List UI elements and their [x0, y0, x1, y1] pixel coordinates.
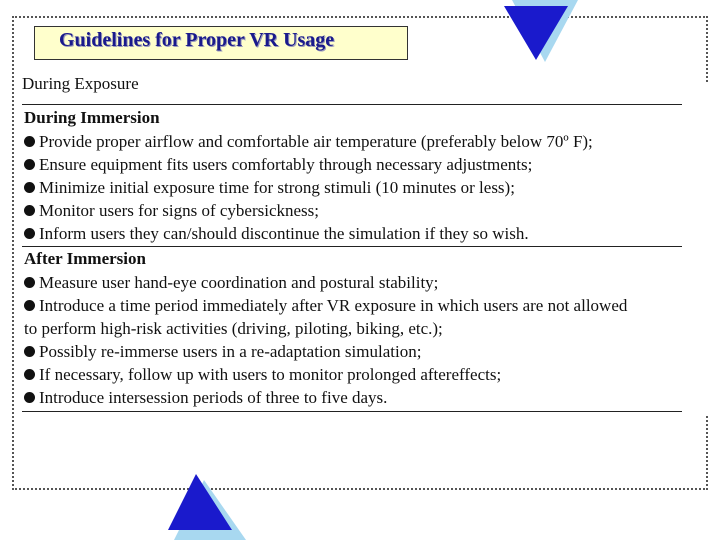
divider — [22, 411, 682, 412]
bullet-icon — [24, 277, 35, 288]
list-item: Monitor users for signs of cybersickness; — [24, 201, 319, 221]
bullet-icon — [24, 159, 35, 170]
bullet-icon — [24, 205, 35, 216]
list-item: Ensure equipment fits users comfortably through necessary adjustments; — [24, 155, 532, 175]
bullet-icon — [24, 228, 35, 239]
bullet-icon — [24, 300, 35, 311]
list-item: Provide proper airflow and comfortable air temperature (preferably below 70º F); — [24, 132, 593, 152]
bullet-icon — [24, 392, 35, 403]
list-item: Possibly re-immerse users in a re-adaptation simulation; — [24, 342, 421, 362]
bullet-icon — [24, 182, 35, 193]
list-item: If necessary, follow up with users to monitor prolonged aftereffects; — [24, 365, 501, 385]
bullet-icon — [24, 346, 35, 357]
section-heading: During Immersion — [24, 108, 160, 127]
section-heading: After Immersion — [24, 249, 146, 268]
list-item-continuation: to perform high-risk activities (driving, piloting, biking, etc.); — [24, 319, 443, 338]
down-triangle-icon — [498, 0, 588, 66]
bullet-icon — [24, 136, 35, 147]
divider — [22, 104, 682, 105]
list-item: Introduce intersession periods of three to five days. — [24, 388, 387, 408]
list-item: Measure user hand-eye coordination and postural stability; — [24, 273, 438, 293]
content-area — [16, 74, 716, 414]
bullet-icon — [24, 369, 35, 380]
slide-title: Guidelines for Proper VR Usage — [59, 29, 335, 51]
divider — [22, 246, 682, 247]
cut-off-text: During Exposure — [22, 74, 139, 93]
list-item: Introduce a time period immediately after VR exposure in which users are not allowed — [24, 296, 627, 316]
list-item: Inform users they can/should discontinue the simulation if they so wish. — [24, 224, 529, 244]
list-item: Minimize initial exposure time for strong stimuli (10 minutes or less); — [24, 178, 515, 198]
up-triangle-icon — [166, 472, 250, 540]
